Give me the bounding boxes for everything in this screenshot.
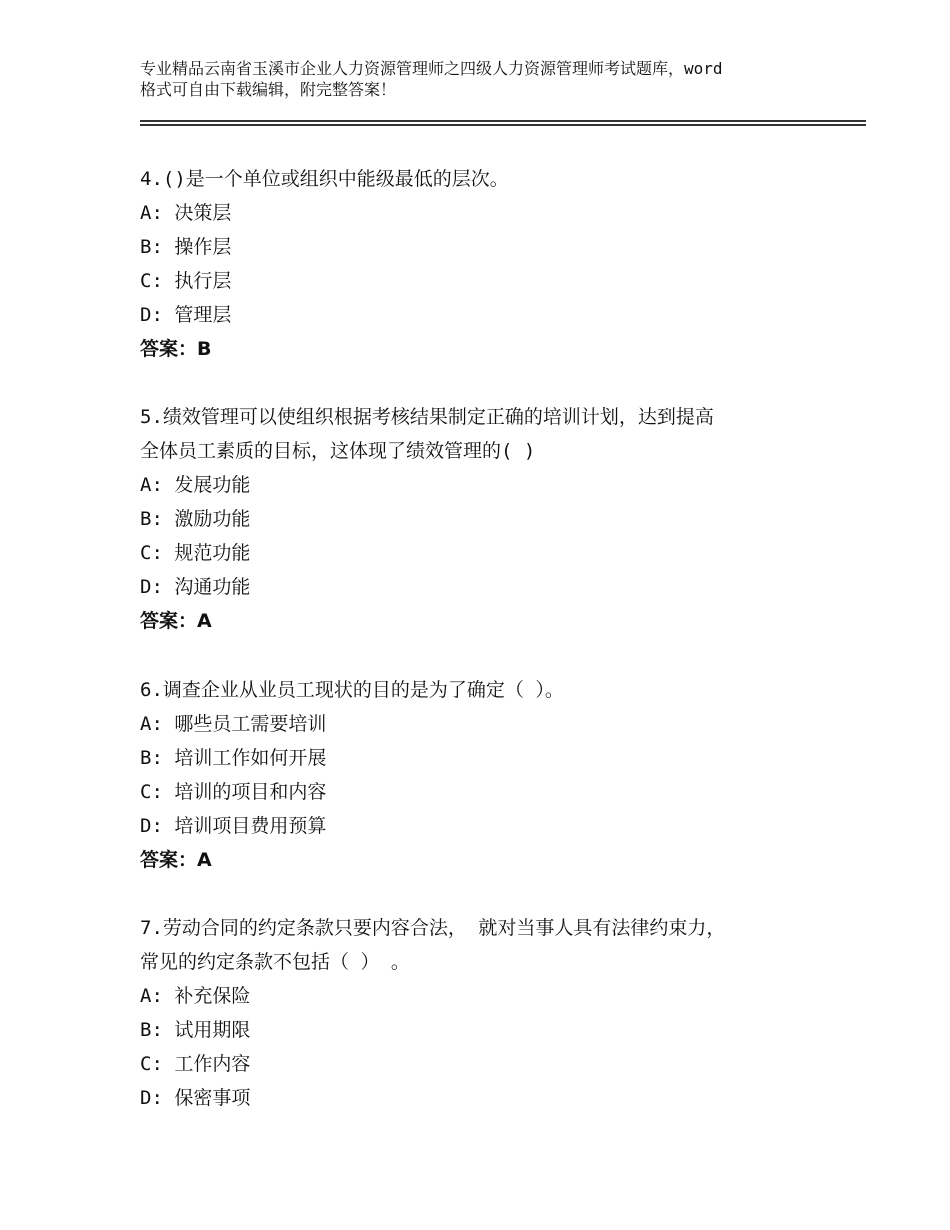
header-line-2: 格式可自由下载编辑，附完整答案！ [140,80,397,99]
answer-line: 答案：A [140,610,212,632]
question-stem: 4.()是一个单位或组织中能级最低的层次。 [140,168,509,190]
header-divider-top [140,120,866,122]
question-6 [140,673,840,877]
option-a: A: 发展功能 [140,474,251,496]
question-stem: 5.绩效管理可以使组织根据考核结果制定正确的培训计划，达到提高 [140,406,714,428]
option-b: B: 激励功能 [140,508,251,530]
question-stem-continued: 常见的约定条款不包括（ ） 。 [140,951,410,973]
question-5 [140,400,840,638]
document-header [140,58,840,100]
option-d: D: 沟通功能 [140,576,251,598]
question-4 [140,162,840,366]
question-stem-continued: 全体员工素质的目标，这体现了绩效管理的( ) [140,440,536,462]
header-divider-bottom [140,124,866,126]
option-c: C: 培训的项目和内容 [140,781,327,803]
header-line-1: 专业精品云南省玉溪市企业人力资源管理师之四级人力资源管理师考试题库，word [140,59,723,78]
option-d: D: 管理层 [140,304,232,326]
option-c: C: 工作内容 [140,1053,251,1075]
question-stem: 7.劳动合同的约定条款只要内容合法， 就对当事人具有法律约束力， [140,917,726,939]
question-stem: 6.调查企业从业员工现状的目的是为了确定（ ）。 [140,679,564,701]
option-b: B: 培训工作如何开展 [140,747,327,769]
answer-line: 答案：A [140,849,212,871]
option-b: B: 操作层 [140,236,232,258]
option-c: C: 规范功能 [140,542,251,564]
option-a: A: 哪些员工需要培训 [140,713,327,735]
answer-line: 答案：B [140,338,212,360]
option-a: A: 决策层 [140,202,232,224]
option-d: D: 培训项目费用预算 [140,815,327,837]
option-c: C: 执行层 [140,270,232,292]
question-7 [140,911,840,1115]
option-d: D: 保密事项 [140,1087,251,1109]
option-b: B: 试用期限 [140,1019,251,1041]
option-a: A: 补充保险 [140,985,251,1007]
